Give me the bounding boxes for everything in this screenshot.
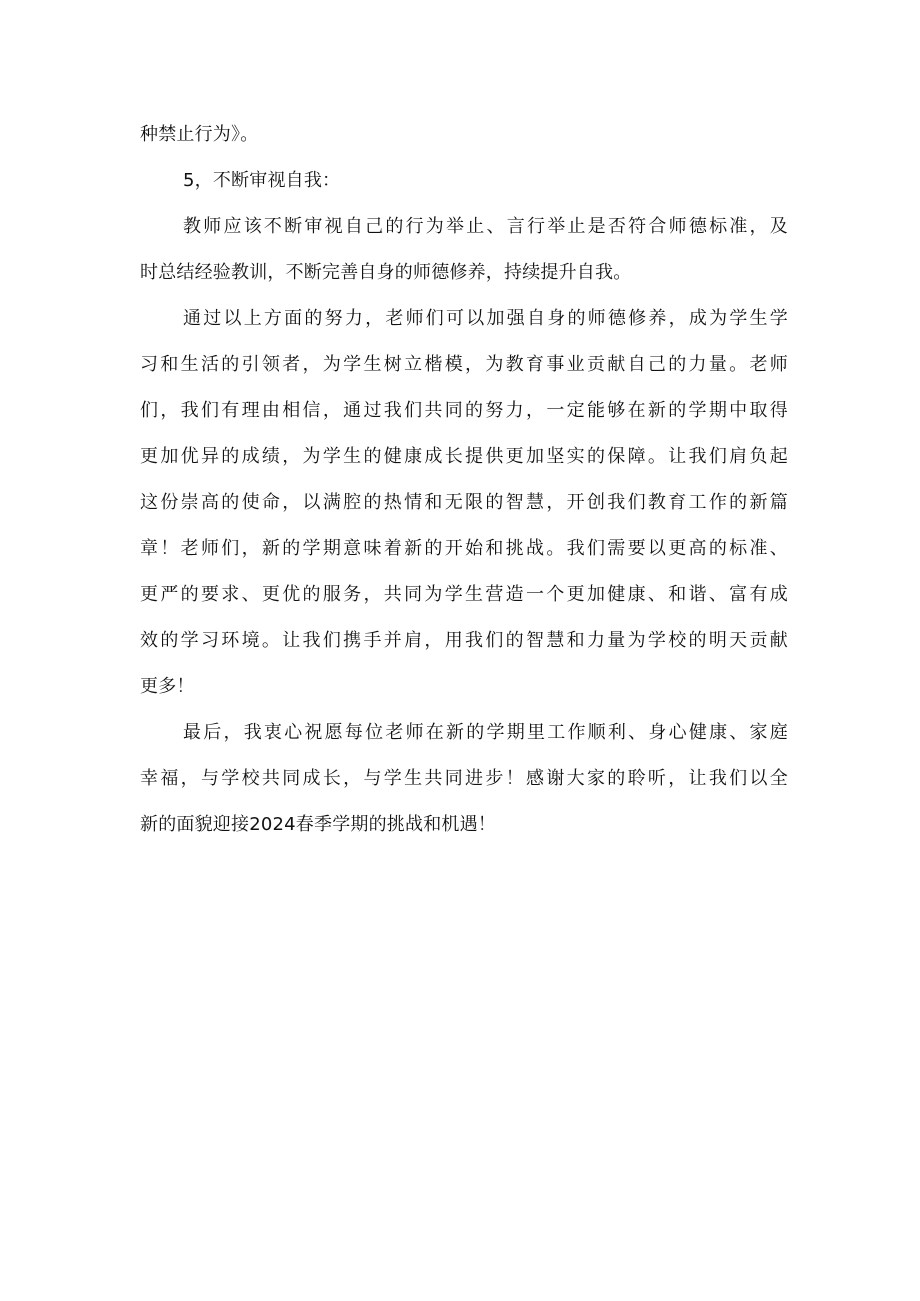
paragraph-line: 习和生活的引领者，为学生树立楷模，为教育事业贡献自己的力量。老师 bbox=[140, 354, 788, 375]
paragraph-line: 这份崇高的使命，以满腔的热情和无限的智慧，开创我们教育工作的新篇 bbox=[140, 492, 788, 513]
paragraph-line: 最后，我衷心祝愿每位老师在新的学期里工作顺利、身心健康、家庭 bbox=[183, 722, 788, 743]
paragraph-line: 幸福，与学校共同成长，与学生共同进步！感谢大家的聆听，让我们以全 bbox=[140, 768, 788, 789]
paragraph-line: 新的面貌迎接2024春季学期的挑战和机遇！ bbox=[140, 814, 497, 835]
paragraph-line: 更多！ bbox=[140, 676, 195, 697]
paragraph-line: 更加优异的成绩，为学生的健康成长提供更加坚实的保障。让我们肩负起 bbox=[140, 446, 788, 467]
paragraph-line: 教师应该不断审视自己的行为举止、言行举止是否符合师德标准，及 bbox=[183, 216, 788, 237]
paragraph-line: 章！老师们，新的学期意味着新的开始和挑战。我们需要以更高的标准、 bbox=[140, 538, 788, 559]
paragraph-line: 更严的要求、更优的服务，共同为学生营造一个更加健康、和谐、富有成 bbox=[140, 584, 788, 605]
section-heading: 5，不断审视自我： bbox=[183, 170, 341, 191]
paragraph-line: 通过以上方面的努力，老师们可以加强自身的师德修养，成为学生学 bbox=[183, 308, 788, 329]
paragraph-line: 效的学习环境。让我们携手并肩，用我们的智慧和力量为学校的明天贡献 bbox=[140, 630, 788, 651]
paragraph-line: 们，我们有理由相信，通过我们共同的努力，一定能够在新的学期中取得 bbox=[140, 400, 788, 421]
paragraph-line: 种禁止行为》。 bbox=[140, 124, 259, 145]
paragraph-line: 时总结经验教训，不断完善自身的师德修养，持续提升自我。 bbox=[140, 262, 632, 283]
document-body bbox=[140, 112, 788, 848]
